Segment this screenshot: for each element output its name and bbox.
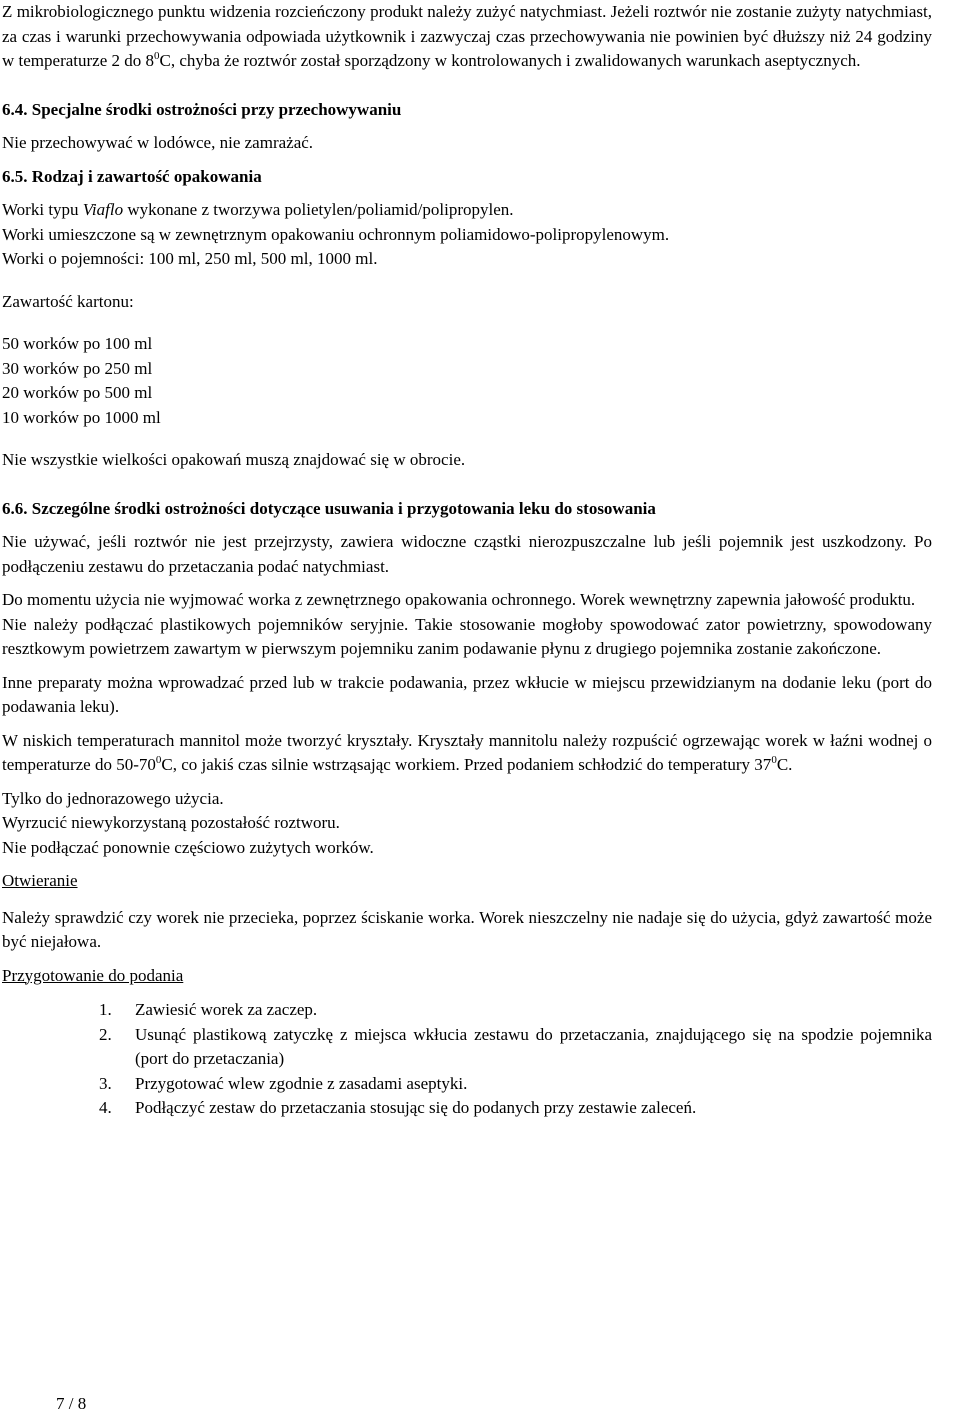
degree-superscript: 0 <box>771 754 777 766</box>
step-number-text: 2. <box>99 1024 112 1044</box>
carton-item: 20 worków po 500 ml <box>2 383 153 402</box>
page-number: 7 / 8 <box>56 1394 87 1413</box>
step-text: Zawiesić worek za zaczep. <box>135 1000 318 1019</box>
preparation-steps <box>2 998 932 1121</box>
p5-text-a: W niskich temperaturach mannitol może tworzyć kryształy. Kryształy mannitolu należy rozpuścić ogrzewając worek w łaźni wodnej o temperaturze do 50-70 <box>2 730 932 774</box>
step-number <box>2 1023 119 1072</box>
packaging-note: Nie wszystkie wielkości opakowań muszą znajdować się w obrocie. <box>2 450 466 469</box>
intro-text-cont: C, chyba że roztwór został sporządzony w kontrolowanych i zwalidowanych warunkach aseptycznych. <box>159 51 861 70</box>
section-6-5-heading: 6.5. Rodzaj i zawartość opakowania <box>2 166 262 186</box>
step-text: Podłączyć zestaw do przetaczania stosując się do podanych przy zestawie zaleceń. <box>135 1098 697 1117</box>
s66-paragraph-3: Nie należy podłączać plastikowych pojemników seryjnie. Takie stosowanie mogłoby spowodować zator powietrzny, spowodowany resztkowym powietrzem zawartym w pierwszym pojemniku zanim podawanie płynu z drugiego pojemnika zostanie zakończone. <box>2 614 932 658</box>
document-page <box>2 0 932 1121</box>
brand-name: Viaflo <box>82 200 124 219</box>
p5-text-b: C, co jakiś czas silnie wstrząsając workiem. Przed podaniem schłodzić do temperatury 37 <box>161 755 772 774</box>
step-text: Usunąć plastikową zatyczkę z miejsca wkłucia zestawu do przetaczania, znajdującego się na spodzie pojemnika (port do przetaczania) <box>135 1024 932 1068</box>
step-number <box>2 1096 119 1121</box>
list-item <box>2 1096 932 1121</box>
step-number <box>2 998 119 1023</box>
section-6-4-heading: 6.4. Specjalne środki ostrożności przy przechowywaniu <box>2 99 402 119</box>
packaging-line-2: Worki umieszczone są w zewnętrznym opakowaniu ochronnym poliamidowo-polipropylenowym. <box>2 224 670 244</box>
intro-text: Z mikrobiologicznego punktu widzenia rozcieńczony produkt należy zużyć natychmiast. Jeżeli roztwór nie zostanie zużyty natychmiast, za czas i warunki przechowywania odpowiada użytkownik i zazwyczaj czas przechowywania nie powinien być dłuższy niż 24 godziny w temperaturze 2 do 8 <box>2 2 932 70</box>
carton-label: Zawartość kartonu: <box>2 291 134 311</box>
carton-item: 50 worków po 100 ml <box>2 334 153 353</box>
s66-paragraph-4: Inne preparaty można wprowadzać przed lub w trakcie podawania, przez wkłucie w miejscu przewidzianym na dodanie leku (port do podawania leku). <box>2 672 932 716</box>
carton-list <box>2 332 932 430</box>
packaging-line-1-a: Worki typu <box>2 200 83 219</box>
packaging-line-1 <box>2 198 932 223</box>
packaging-line-1-b: wykonane z tworzywa polietylen/poliamid/polipropylen. <box>123 200 514 219</box>
section-6-6-heading: 6.6. Szczególne środki ostrożności dotyczące usuwania i przygotowania leku do stosowania <box>2 498 656 518</box>
degree-superscript: 0 <box>155 754 162 766</box>
opening-text: Należy sprawdzić czy worek nie przecieka, poprzez ściskanie worka. Worek nieszczelny nie nadaje się do użycia, gdyż zawartość może być niejałowa. <box>2 907 932 951</box>
packaging-line-3: Worki o pojemności: 100 ml, 250 ml, 500 ml, 1000 ml. <box>2 249 378 268</box>
usage-line: Nie podłączać ponownie częściowo zużytych worków. <box>2 837 374 857</box>
step-text: Przygotować wlew zgodnie z zasadami aseptyki. <box>135 1073 468 1093</box>
usage-line: Tylko do jednorazowego użycia. <box>2 788 224 808</box>
list-item <box>2 1072 932 1097</box>
step-number <box>2 1072 119 1097</box>
s66-paragraph-6 <box>2 787 932 861</box>
p5-text-c: C. <box>776 755 793 774</box>
s66-paragraph-2: Do momentu użycia nie wyjmować worka z zewnętrznego opakowania ochronnego. Worek wewnętrzny zapewnia jałowość produktu. <box>2 590 916 609</box>
opening-heading: Otwieranie <box>2 871 78 890</box>
s66-paragraph-1: Nie używać, jeśli roztwór nie jest przejrzysty, zawiera widoczne cząstki nierozpuszczalne lub jeśli pojemnik jest uszkodzony. Po podłączeniu zestawu do przetaczania podać natychmiast. <box>2 532 932 576</box>
s66-paragraph-5 <box>2 729 932 778</box>
carton-item: 30 worków po 250 ml <box>2 358 153 378</box>
step-number-text: 3. <box>99 1073 112 1093</box>
step-number-text: 4. <box>99 1098 112 1117</box>
section-6-4-text: Nie przechowywać w lodówce, nie zamrażać. <box>2 133 314 152</box>
step-number-text: 1. <box>99 1000 112 1019</box>
preparation-heading: Przygotowanie do podania <box>2 965 184 985</box>
carton-item: 10 worków po 1000 ml <box>2 407 161 427</box>
intro-paragraph <box>2 0 932 74</box>
list-item <box>2 1023 932 1072</box>
degree-superscript: 0 <box>154 50 160 62</box>
list-item <box>2 998 932 1023</box>
usage-line: Wyrzucić niewykorzystaną pozostałość roztworu. <box>2 813 340 832</box>
